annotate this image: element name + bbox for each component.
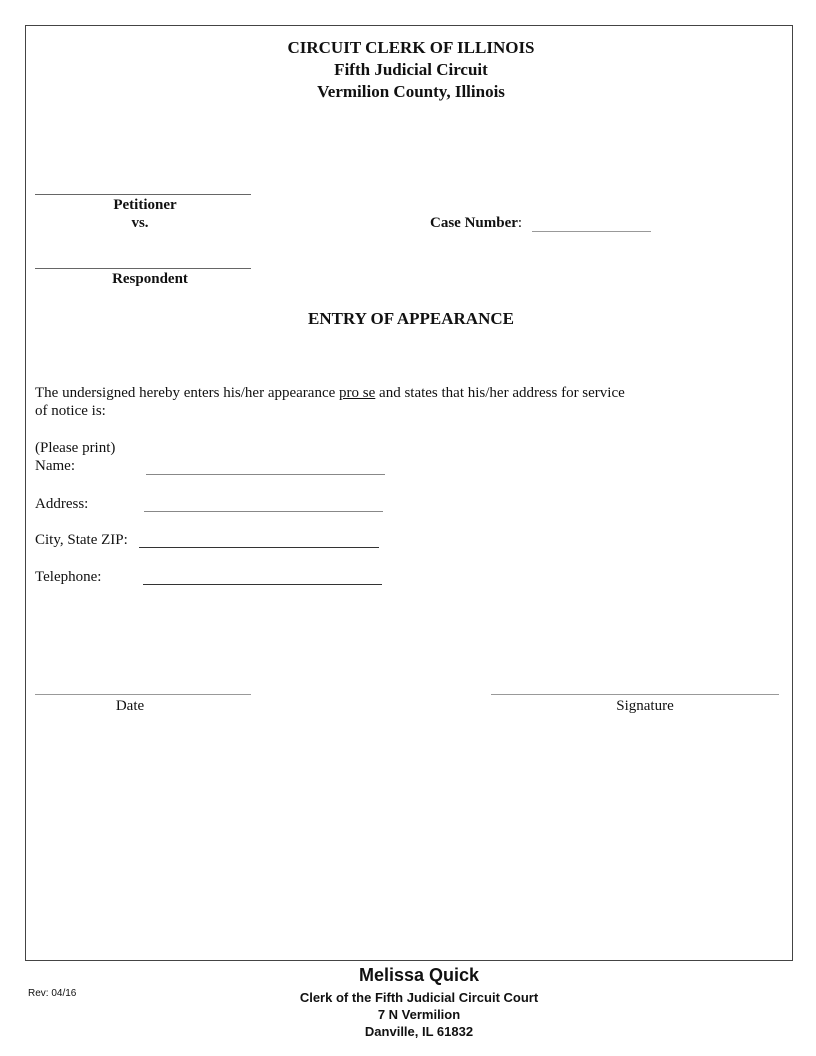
vs-label: vs. (131, 215, 149, 231)
respondent-line[interactable] (35, 268, 251, 269)
body-text (35, 384, 625, 402)
respondent-label: Respondent (112, 271, 188, 287)
address-field[interactable] (144, 511, 383, 512)
clerk-street: 7 N Vermilion (377, 1007, 461, 1022)
please-print-label: (Please print) (35, 440, 116, 456)
case-number-colon: : (517, 215, 523, 231)
clerk-name: Melissa Quick (358, 965, 480, 985)
case-number-text: Case Number (430, 215, 518, 231)
pro-se-text: pro se (339, 385, 376, 401)
signature-label: Signature (616, 698, 674, 714)
petitioner-label: Petitioner (113, 197, 177, 213)
city-label: City, State ZIP: (35, 532, 128, 548)
address-label: Address: (35, 496, 89, 512)
telephone-field[interactable] (143, 584, 382, 585)
case-number-label (430, 215, 522, 232)
header-line1: CIRCUIT CLERK OF ILLINOIS (287, 38, 535, 57)
form-border (25, 25, 793, 961)
petitioner-line[interactable] (35, 194, 251, 195)
name-label: Name: (35, 458, 75, 474)
body-text-part2: and states that his/her address for service (375, 385, 625, 401)
revision-label: Rev: 04/16 (28, 988, 77, 999)
city-field[interactable] (139, 547, 379, 548)
signature-line[interactable] (491, 694, 779, 695)
telephone-label: Telephone: (35, 569, 102, 585)
name-field[interactable] (146, 474, 385, 475)
case-number-field[interactable] (532, 231, 651, 232)
clerk-title: Clerk of the Fifth Judicial Circuit Court (299, 990, 539, 1005)
body-text-line2: of notice is: (35, 403, 106, 419)
form-title: ENTRY OF APPEARANCE (308, 309, 514, 328)
header-line3: Vermilion County, Illinois (317, 82, 505, 101)
header-line2: Fifth Judicial Circuit (334, 60, 488, 79)
body-text-part1: The undersigned hereby enters his/her appearance (35, 385, 340, 401)
clerk-city: Danville, IL 61832 (364, 1024, 474, 1039)
date-label: Date (115, 698, 145, 714)
date-line[interactable] (35, 694, 251, 695)
